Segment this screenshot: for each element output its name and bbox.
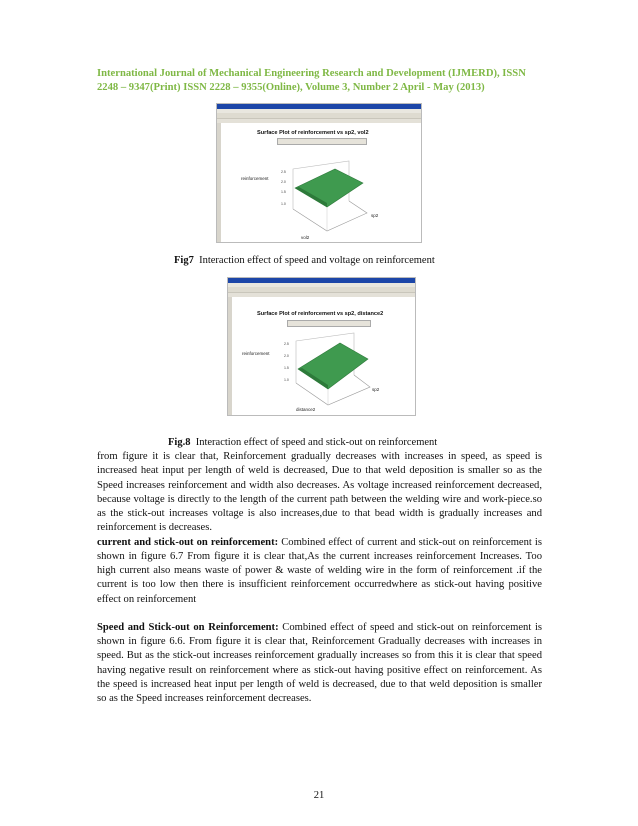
fig7-screenshot (216, 103, 422, 243)
fig7-zlabel: reinforcement (241, 176, 269, 181)
svg-text:2.5: 2.5 (281, 170, 286, 174)
fig7-surface (295, 169, 363, 207)
fig8-surface-plot (232, 325, 415, 415)
journal-header-line1: International Journal of Mechanical Engineering Research and Development (IJMERD), ISSN (97, 68, 526, 79)
fig7-caption (174, 255, 435, 266)
fig7-caption-label: Fig7 (174, 255, 194, 266)
journal-header-line2: 2248 – 9347(Print) ISSN 2228 – 9355(Online), Volume 3, Number 2 April - May (2013) (97, 82, 485, 93)
paragraph-2-text: Combined effect of current and stick-out on reinforcement is shown in figure 6.7 From figure it is clear that,As the current increases reinforcement Increases. Too high current also means waste of power & waste of welding wire in the form of reinforcement .if the current is too low then there is insufficient reinforcement occurredwhere as stick-out having positive effect on reinforcement (97, 536, 542, 605)
fig7-surface-plot (221, 143, 421, 243)
fig8-plot-area (232, 297, 415, 415)
fig8-caption (168, 437, 437, 448)
paragraph-3-heading: Speed and Stick-out on Reinforcement: (97, 621, 279, 633)
paragraph-2-heading: current and stick-out on reinforcement: (97, 536, 279, 548)
page-number: 21 (313, 790, 325, 801)
fig8-surface (298, 343, 368, 389)
svg-text:1.0: 1.0 (281, 202, 286, 206)
fig7-ylabel: sp2 (371, 213, 379, 218)
svg-text:2.0: 2.0 (281, 180, 286, 184)
fig8-screenshot (227, 277, 416, 416)
svg-text:1.0: 1.0 (284, 378, 289, 382)
fig8-plot-title: Surface Plot of reinforcement vs sp2, distance2 (257, 311, 384, 317)
fig8-zlabel: reinforcement (242, 351, 270, 356)
fig8-xlabel: distance2 (296, 407, 316, 412)
fig8-caption-text: Interaction effect of speed and stick-out on reinforcement (195, 437, 438, 448)
fig7-plot-title: Surface Plot of reinforcement vs sp2, vol2 (257, 130, 369, 136)
svg-text:1.5: 1.5 (284, 366, 289, 370)
journal-header (97, 67, 547, 95)
paragraph-1: from figure it is clear that, Reinforcement gradually decreases with increases in speed, as speed is increased heat input per length of weld is decreased, Due to that weld deposition is smaller so as the Speed increases reinforcement and width also decreases. As voltage increased reinforcement decreased, because voltage is directly to the length of the current path between the welding wire and work-piece.so as the stick-out increases voltage is also increases,due to that bead width is gradually increases and reinforcement is decreases. (97, 451, 542, 534)
fig8-ylabel: sp2 (372, 387, 380, 392)
paragraph-2 (97, 536, 542, 607)
svg-text:2.5: 2.5 (284, 342, 289, 346)
fig8-caption-label: Fig.8 (168, 437, 191, 448)
fig7-caption-text: Interaction effect of speed and voltage on reinforcement (199, 255, 435, 266)
fig7-plot-area (221, 123, 421, 242)
svg-text:1.5: 1.5 (281, 190, 286, 194)
paragraph-3 (97, 621, 542, 707)
body-text (97, 450, 542, 706)
svg-text:2.0: 2.0 (284, 354, 289, 358)
fig7-xlabel: vol2 (301, 235, 310, 240)
paragraph-3-text: Combined effect of speed and stick-out on reinforcement is shown in figure 6.6. From figure it is clear that, Reinforcement Gradually decreases with increases in speed. But as the stick-out increases reinforcement gradually increases so from this it is clear that speed having negative result on reinforcement where as stick-out having positive effect on reinforcement. As the speed is increased heat input per length of weld is decreased, due to that weld deposition is smaller so as the Speed increases reinforcement decreases. (97, 621, 543, 704)
